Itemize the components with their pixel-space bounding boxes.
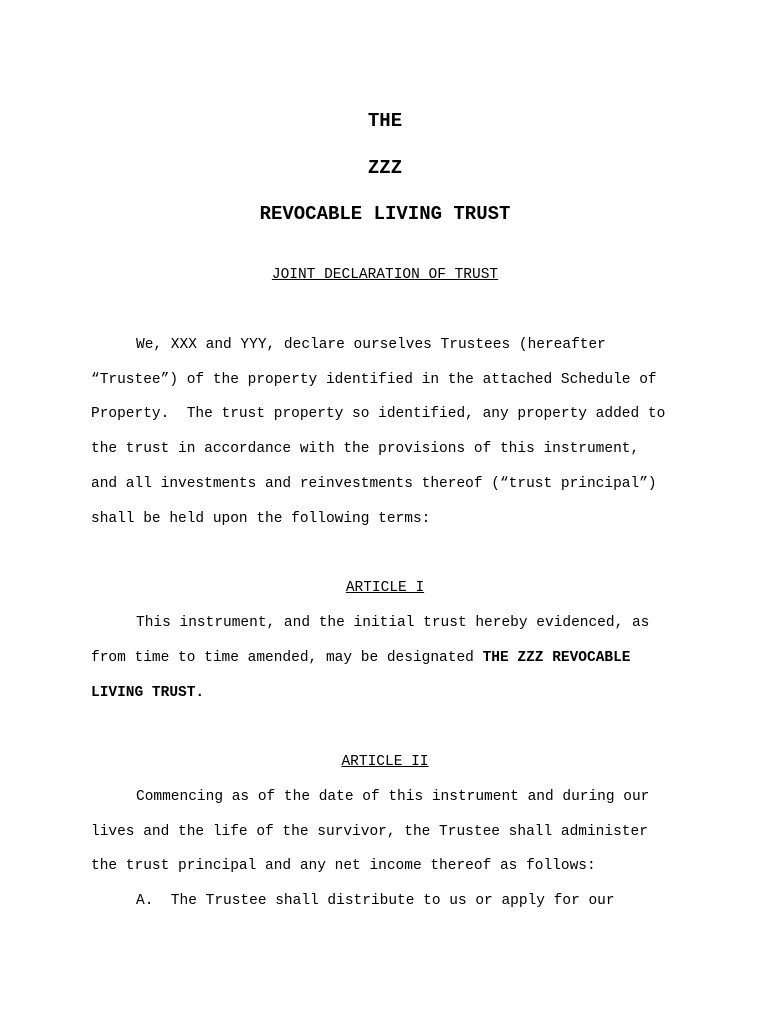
trust-name-bold: THE ZZZ REVOCABLE <box>482 650 631 666</box>
article-1-line-2 <box>91 650 631 666</box>
article-2-line-2: lives and the life of the survivor, the Trustee shall administer <box>91 824 648 840</box>
intro-line-2: “Trustee”) of the property identified in the attached Schedule of <box>91 372 657 388</box>
intro-line-6: shall be held upon the following terms: <box>91 511 431 527</box>
intro-line-1: We, XXX and YYY, declare ourselves Trustees (hereafter <box>136 337 606 353</box>
trust-name-bold-cont: LIVING TRUST. <box>91 685 205 701</box>
title-line-3: REVOCABLE LIVING TRUST <box>259 203 511 225</box>
declaration-subtitle: JOINT DECLARATION OF TRUST <box>271 267 499 283</box>
article-2-line-3: the trust principal and any net income thereof as follows: <box>91 858 596 874</box>
article-2-line-4: A. The Trustee shall distribute to us or apply for our <box>136 893 615 909</box>
article-1-line-1: This instrument, and the initial trust hereby evidenced, as <box>136 615 650 631</box>
title-line-2: ZZZ <box>367 157 403 179</box>
intro-line-5: and all investments and reinvestments thereof (“trust principal”) <box>91 476 657 492</box>
intro-line-3: Property. The trust property so identified, any property added to <box>91 406 666 422</box>
article-1-line-2-text: from time to time amended, may be designated <box>91 650 483 666</box>
article-2-heading: ARTICLE II <box>341 754 429 770</box>
intro-line-4: the trust in accordance with the provisions of this instrument, <box>91 441 640 457</box>
title-line-1: THE <box>367 110 403 132</box>
article-2-line-1: Commencing as of the date of this instrument and during our <box>136 789 650 805</box>
article-1-line-3 <box>91 685 204 701</box>
article-1-heading: ARTICLE I <box>345 580 425 596</box>
